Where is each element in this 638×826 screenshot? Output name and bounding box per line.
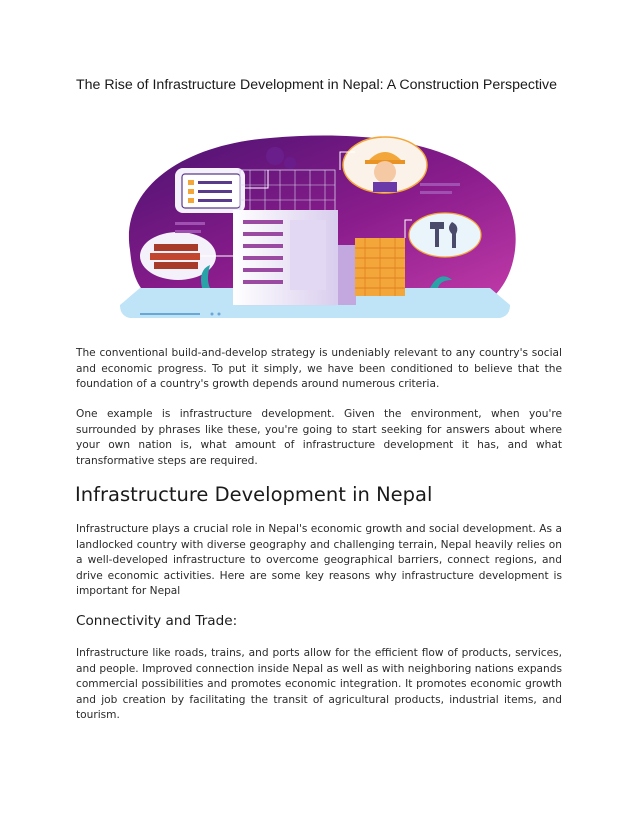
- example-paragraph: One example is infrastructure development. Given the environment, when you're surrounded by phrases like these, you're going to start seeking for answers about where your own nation is, what amount of infrastructure development it has, and what transformative steps are required.: [76, 408, 562, 467]
- subsection-paragraph: Infrastructure like roads, trains, and ports allow for the efficient flow of products, services, and people. Improved connection inside Nepal as well as with neighboring nations expands commercial possibilities and promotes economic integration. It promotes economic growth and job creation by facilitating the transit of agricultural products, industrial items, and tourism.: [76, 647, 562, 722]
- intro-paragraph: The conventional build-and-develop strategy is undeniably relevant to any country's social and economic progress. To put it simply, we have been conditioned to believe that the foundation of a country's growth depends around numerous criteria.: [76, 347, 562, 391]
- gear-icon: [266, 147, 284, 165]
- section-paragraph: Infrastructure plays a crucial role in Nepal's economic growth and social development. As a landlocked country with diverse geography and challenging terrain, Nepal heavily relies on a well-developed infrastructure to overcome geographical barriers, connect regions, and drive economic activities. Here are some key reasons why infrastructure development is important for Nepal: [76, 523, 562, 598]
- section-heading: Infrastructure Development in Nepal: [75, 483, 433, 506]
- gear-icon: [284, 157, 296, 169]
- subsection-heading: Connectivity and Trade:: [76, 613, 238, 629]
- tools-icon: [409, 213, 481, 257]
- hero-illustration: [100, 130, 540, 325]
- document-title: The Rise of Infrastructure Development in Nepal: A Construction Perspective: [76, 77, 558, 93]
